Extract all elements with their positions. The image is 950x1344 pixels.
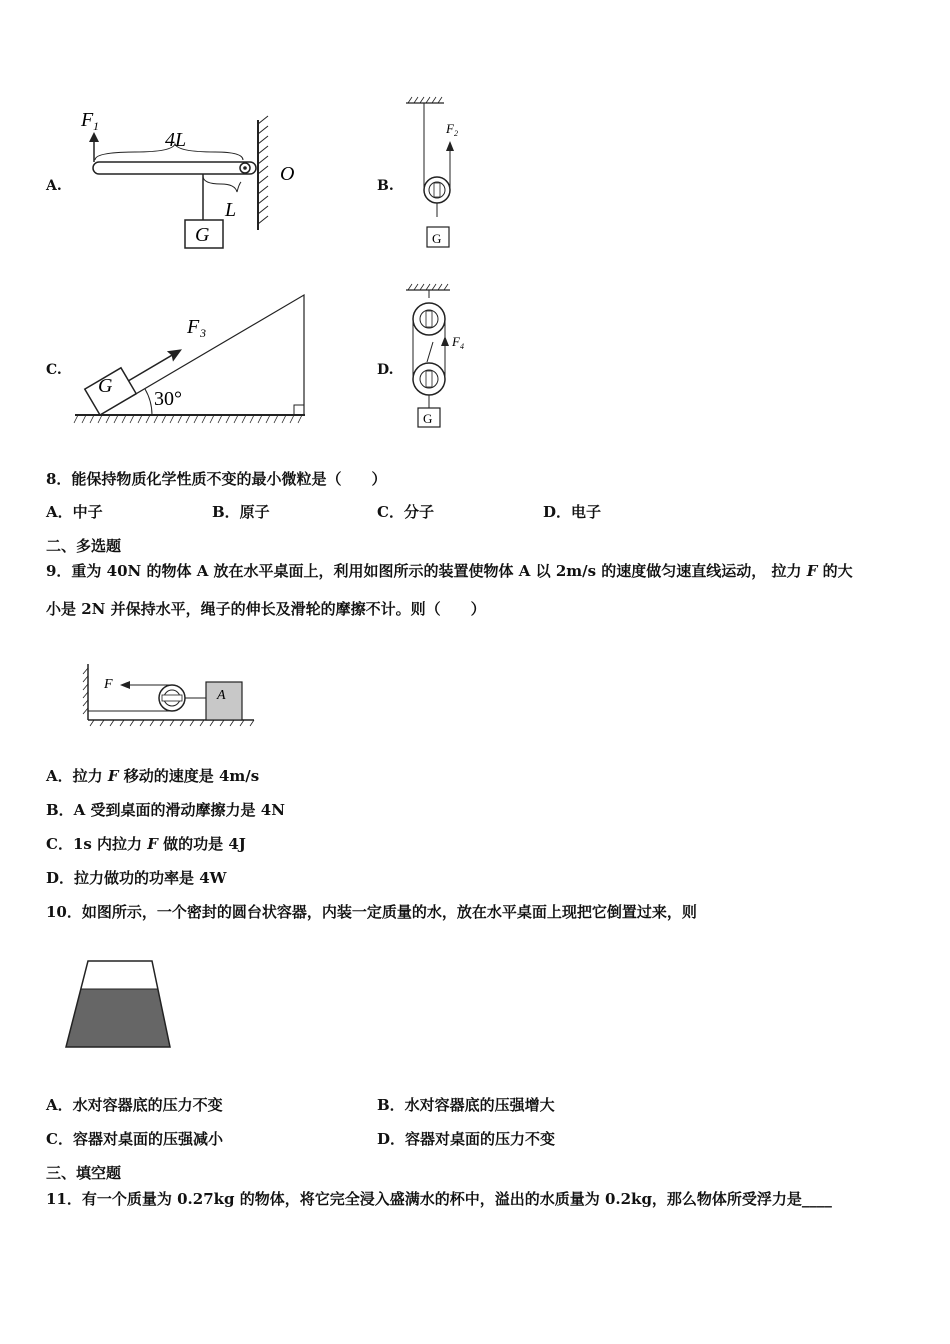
figure-d-pulley-block: [400, 282, 480, 432]
water: [66, 989, 170, 1047]
q10-option-b: B．水对容器底的压强增大: [377, 1096, 555, 1114]
length-l: L: [225, 199, 237, 221]
brace-l: [203, 176, 241, 192]
force-subscript: 1: [93, 119, 99, 133]
q9-stem-line2: 小是 2N 并保持水平，绳子的伸长及滑轮的摩擦不计。则（ ）: [46, 600, 486, 618]
figure-c-incline: [70, 285, 330, 435]
q10-option-d: D．容器对桌面的压力不变: [377, 1130, 556, 1148]
weight-label: G: [423, 411, 433, 426]
force-label: F: [446, 121, 454, 136]
section-heading-multiple-choice: 二、多选题: [46, 537, 122, 555]
q10-option-a: A．水对容器底的压力不变: [46, 1096, 223, 1114]
pivot-label: O: [280, 163, 295, 185]
weight-label: G: [432, 231, 442, 246]
lever-bar: [93, 162, 256, 174]
figure-q9-pulley: [82, 660, 262, 730]
angle-label: 30°: [154, 388, 182, 410]
force-subscript: 3: [200, 326, 206, 340]
q8-option-b: B．原子: [212, 503, 270, 521]
wall: [258, 116, 268, 230]
force-label: F: [81, 109, 94, 131]
force-subscript: 4: [460, 342, 464, 351]
q10-stem: 10．如图所示，一个密封的圆台状容器，内装一定质量的水，放在水平桌面上现把它倒置过来，则: [46, 903, 697, 921]
section-heading-fill-in: 三、填空题: [46, 1164, 122, 1182]
q8-option-c: C．分子: [377, 503, 434, 521]
figure-b-pulley: [400, 95, 480, 255]
angle-arc: [145, 389, 152, 415]
weight-label: G: [195, 224, 210, 246]
q8-option-d: D．电子: [543, 503, 602, 521]
option-c-label: C.: [46, 362, 62, 378]
option-d-label: D.: [377, 362, 394, 378]
q9-option-d: D．拉力做功的功率是 4W: [46, 869, 227, 887]
option-b-label: B.: [377, 178, 394, 194]
force-label: F: [104, 677, 113, 692]
q9-option-b: B．A 受到桌面的滑动摩擦力是 4N: [46, 801, 285, 819]
q9-option-c: C．1s 内拉力 F 做的功是 4J: [46, 835, 246, 853]
q9-option-a: A．拉力 F 移动的速度是 4m/s: [46, 767, 260, 785]
q11-stem: 11．有一个质量为 0.27kg 的物体，将它完全浸入盛满水的杯中，溢出的水质量为 0.2kg，那么物体所受浮力是____: [46, 1190, 832, 1208]
q10-option-c: C．容器对桌面的压强减小: [46, 1130, 223, 1148]
q9-stem-line1: 9．重为 40N 的物体 A 放在水平桌面上，利用如图所示的装置使物体 A 以 2m/s 的速度做匀速直线运动， 拉力 F 的大: [46, 562, 853, 580]
ceiling: [406, 97, 444, 103]
length-4l: 4L: [165, 129, 187, 151]
ceiling: [406, 284, 450, 290]
force-subscript: 2: [454, 129, 458, 138]
figure-q10-container: [60, 955, 180, 1055]
force-label: F: [452, 334, 460, 349]
force-label: F: [187, 316, 200, 338]
q8-stem: 8．能保持物质化学性质不变的最小微粒是（ ）: [46, 470, 387, 488]
option-a-label: A.: [46, 178, 62, 194]
weight-label: G: [98, 375, 113, 397]
figure-a-lever: [75, 100, 315, 260]
q8-option-a: A．中子: [46, 503, 103, 521]
block-label: A: [217, 688, 226, 703]
